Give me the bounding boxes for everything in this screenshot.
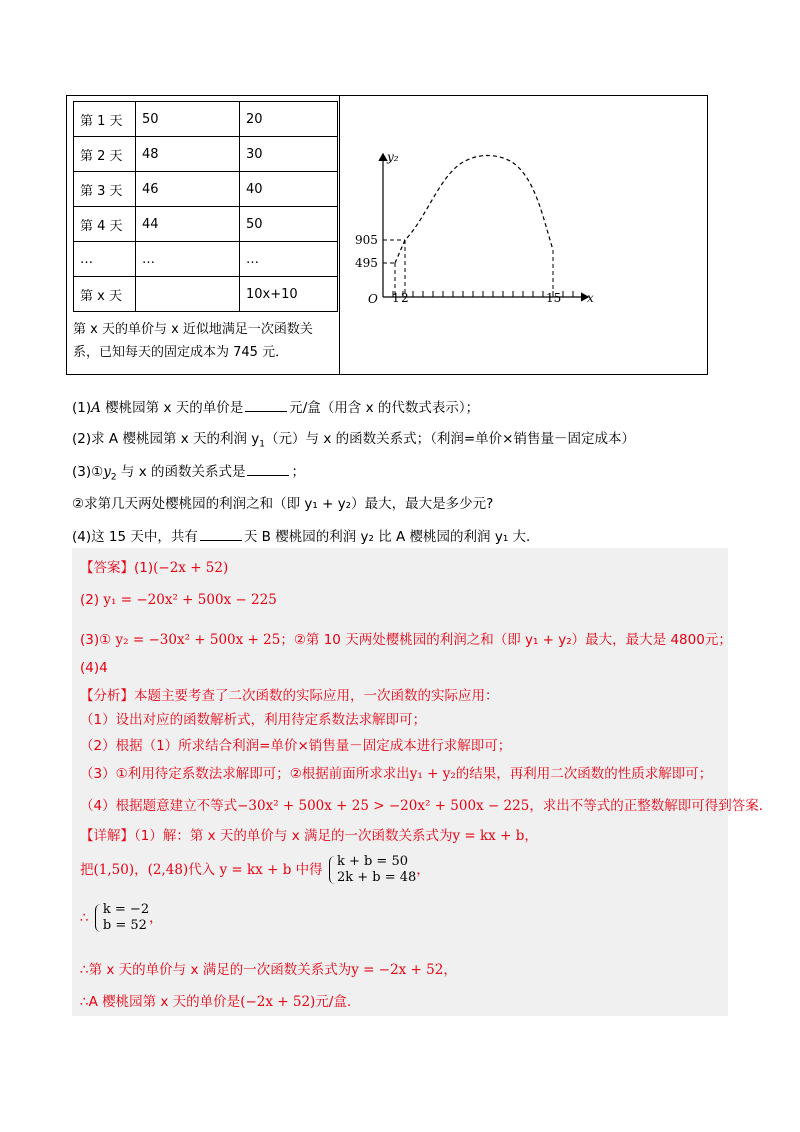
table-cell xyxy=(136,277,240,312)
table-row xyxy=(74,207,338,242)
detail-conclusion-1: ∴第 x 天的单价与 x 满足的一次函数关系式为y = −2x + 52， xyxy=(80,962,457,978)
answer-1: 【答案】(1)(−2x + 52) xyxy=(80,560,229,576)
table-row xyxy=(74,102,338,137)
blank-4 xyxy=(200,528,242,541)
table-cell: 第 1 天 xyxy=(74,102,136,137)
y-tick-495: 495 xyxy=(355,256,378,270)
table-cell: 第 2 天 xyxy=(74,137,136,172)
y-axis-label: y₂ xyxy=(387,150,399,164)
table-cell: 第 x 天 xyxy=(74,277,136,312)
table-cell: 40 xyxy=(240,172,338,207)
answer-2: (2) y₁ = −20x² + 500x − 225 xyxy=(80,592,277,608)
y-tick-905: 905 xyxy=(355,233,378,247)
question-4: (4)这 15 天中，共有 天 B 樱桃园的利润 y₂ 比 A 樱桃园的利润 y₁ 大． xyxy=(72,529,540,545)
x-tick-15: 15 xyxy=(546,291,562,305)
x-axis-label: x xyxy=(587,291,594,305)
table-cell: 第 4 天 xyxy=(74,207,136,242)
table-row xyxy=(74,137,338,172)
solution-system: k = −2 b = 52 xyxy=(93,902,149,934)
x-tick-1: 1 xyxy=(392,291,400,305)
analysis-1: （1）设出对应的函数解析式，利用待定系数法求解即可； xyxy=(80,712,427,728)
x-tick-2: 2 xyxy=(401,291,409,305)
table-cell: 30 xyxy=(240,137,338,172)
equation-system: k + b = 50 2k + b = 48 xyxy=(327,854,416,886)
table-cell: 20 xyxy=(240,102,338,137)
answer-4: (4)4 xyxy=(80,660,108,676)
question-2: (2)求 A 樱桃园第 x 天的利润 $y_1$（元）与 x 的函数关系式；（利润=单价×销售量－固定成本） xyxy=(72,431,635,450)
table-cell: 46 xyxy=(136,172,240,207)
analysis-4: （4）根据题意建立不等式−30x² + 500x + 25 > −20x² + 500x − 225，求出不等式的正整数解即可得到答案． xyxy=(80,798,773,814)
table-cell: 48 xyxy=(136,137,240,172)
table-cell: … xyxy=(136,242,240,277)
origin-label: O xyxy=(368,292,378,306)
question-3-2: ②求第几天两处樱桃园的利润之和（即 y₁ + y₂）最大，最大是多少元? xyxy=(72,496,494,512)
frame-divider xyxy=(339,96,340,374)
blank-3 xyxy=(247,463,289,476)
table-cell: 44 xyxy=(136,207,240,242)
profit-graph xyxy=(350,140,610,320)
table-cell: … xyxy=(74,242,136,277)
table-cell: 第 3 天 xyxy=(74,172,136,207)
table-cell: 50 xyxy=(240,207,338,242)
detail-conclusion-2: ∴A 樱桃园第 x 天的单价是(−2x + 52)元/盒. xyxy=(80,994,352,1010)
profit-curve xyxy=(395,156,553,264)
table-row xyxy=(74,242,338,277)
detail-solution: ∴ k = −2 b = 52 ， xyxy=(80,902,163,933)
question-3-1: $(3)①y_2$ 与 x 的函数关系式是 ； xyxy=(72,464,305,483)
table-row xyxy=(74,172,338,207)
question-1: (1)A 樱桃园第 x 天的单价是 元/盒（用含 x 的代数式表示）； xyxy=(72,400,480,416)
guide-lines xyxy=(383,240,553,297)
answer-3: (3)① y₂ = −30x² + 500x + 25；②第 10 天两处樱桃园的利润之和（即 y₁ + y₂）最大，最大是 4800元； xyxy=(80,632,732,648)
detail-1: 【详解】（1）解：第 x 天的单价与 x 满足的一次函数关系式为y = kx + b， xyxy=(80,828,538,844)
answer-section xyxy=(72,548,773,1016)
blank-1 xyxy=(245,399,287,412)
analysis-2: （2）根据（1）所求结合利润=单价×销售量－固定成本进行求解即可； xyxy=(80,738,512,754)
analysis-intro: 【分析】本题主要考查了二次函数的实际应用，一次函数的实际应用： xyxy=(80,688,499,704)
detail-substitution: 把(1,50)，(2,48)代入 y = kx + b 中得 k + b = 50 2k + b = 48， xyxy=(80,854,430,885)
table-row xyxy=(74,277,338,312)
table-cell: 10x+10 xyxy=(240,277,338,312)
table-note: 第 x 天的单价与 x 近似地满足一次函数关系，已知每天的固定成本为 745 元． xyxy=(73,322,313,360)
price-table xyxy=(73,101,338,312)
analysis-3: （3）①利用待定系数法求解即可；②根据前面所求求出y₁ + y₂的结果，再利用二次函数的性质求解即可； xyxy=(80,766,713,782)
table-cell: … xyxy=(240,242,338,277)
table-cell: 50 xyxy=(136,102,240,137)
